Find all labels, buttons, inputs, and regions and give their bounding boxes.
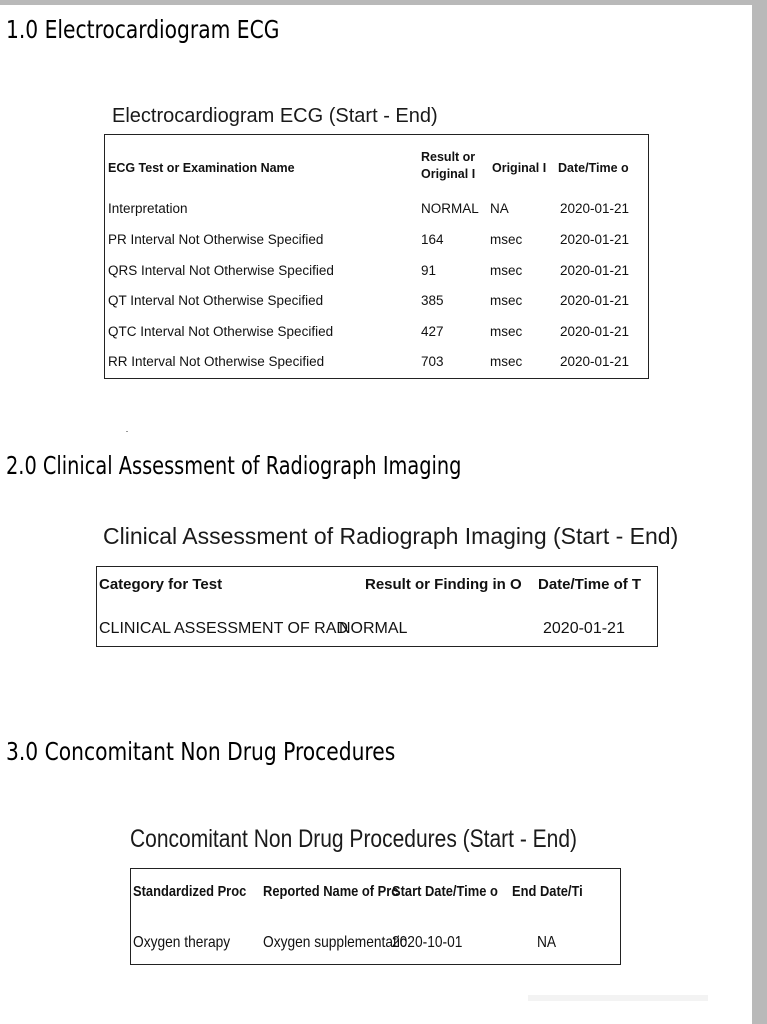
procedures-header-start: Start Date/Time o (392, 883, 498, 900)
radiograph-row-1-date: 2020-01-21 (543, 620, 625, 637)
radiograph-header-category: Category for Test (99, 576, 223, 593)
radiograph-row-1-category: CLINICAL ASSESSMENT OF RAD (99, 620, 348, 637)
procedures-table (130, 868, 621, 965)
faint-footer-mark (528, 995, 708, 1001)
procedures-header-standardized: Standardized Proc (133, 883, 247, 900)
radiograph-header-result: Result or Finding in O (365, 576, 522, 593)
ecg-header-result (421, 149, 491, 183)
procedures-header-reported: Reported Name of Prc (263, 883, 399, 900)
ecg-row-2-date: 2020-01-21 (560, 232, 630, 247)
table-title-ecg: Electrocardiogram ECG (Start - End) (112, 105, 438, 127)
ecg-row-3-date: 2020-01-21 (560, 263, 630, 278)
ecg-row-6-result: 703 (421, 354, 444, 369)
ecg-row-2-name: PR Interval Not Otherwise Specified (108, 232, 324, 247)
radiograph-row-1-result: NORMAL (339, 620, 408, 637)
ecg-header-original: Original I (492, 161, 547, 175)
stray-mark (126, 431, 128, 432)
ecg-row-1-name: Interpretation (108, 201, 188, 216)
radiograph-header-datetime: Date/Time of T (538, 576, 642, 593)
section-heading-radiograph: 2.0 Clinical Assessment of Radiograph Imaging (6, 451, 462, 480)
ecg-row-4-unit: msec (490, 293, 523, 308)
procedures-row-1-start: 2020-10-01 (392, 934, 463, 951)
procedures-row-1-reported: Oxygen supplementatic (263, 934, 407, 951)
ecg-row-1-date: 2020-01-21 (560, 201, 630, 216)
table-title-procedures: Concomitant Non Drug Procedures (Start - End) (130, 825, 578, 853)
procedures-row-1-standardized: Oxygen therapy (133, 934, 231, 951)
ecg-row-3-result: 91 (421, 263, 437, 278)
report-page (0, 5, 752, 1024)
ecg-row-4-date: 2020-01-21 (560, 293, 630, 308)
table-title-radiograph: Clinical Assessment of Radiograph Imaging (Start - End) (103, 523, 679, 549)
ecg-header-result-line2: Original I (421, 167, 476, 181)
ecg-row-5-date: 2020-01-21 (560, 324, 630, 339)
ecg-row-1-unit: NA (490, 201, 509, 216)
ecg-row-2-result: 164 (421, 232, 444, 247)
section-heading-procedures: 3.0 Concomitant Non Drug Procedures (6, 737, 396, 766)
procedures-header-end: End Date/Ti (512, 883, 583, 900)
section-heading-ecg: 1.0 Electrocardiogram ECG (6, 15, 280, 44)
ecg-table (104, 134, 649, 379)
ecg-row-3-name: QRS Interval Not Otherwise Specified (108, 263, 334, 278)
ecg-header-test-name: ECG Test or Examination Name (108, 161, 295, 175)
ecg-row-5-unit: msec (490, 324, 523, 339)
ecg-row-6-date: 2020-01-21 (560, 354, 630, 369)
ecg-row-5-name: QTC Interval Not Otherwise Specified (108, 324, 334, 339)
ecg-row-4-result: 385 (421, 293, 444, 308)
procedures-row-1-end: NA (537, 934, 557, 951)
ecg-header-datetime: Date/Time o (558, 161, 629, 175)
ecg-row-6-name: RR Interval Not Otherwise Specified (108, 354, 325, 369)
ecg-row-5-result: 427 (421, 324, 444, 339)
ecg-header-result-line1: Result or (421, 150, 476, 164)
ecg-row-4-name: QT Interval Not Otherwise Specified (108, 293, 324, 308)
ecg-row-2-unit: msec (490, 232, 523, 247)
ecg-row-3-unit: msec (490, 263, 523, 278)
ecg-row-6-unit: msec (490, 354, 523, 369)
ecg-row-1-result: NORMAL (421, 201, 479, 216)
radiograph-table (96, 566, 658, 647)
